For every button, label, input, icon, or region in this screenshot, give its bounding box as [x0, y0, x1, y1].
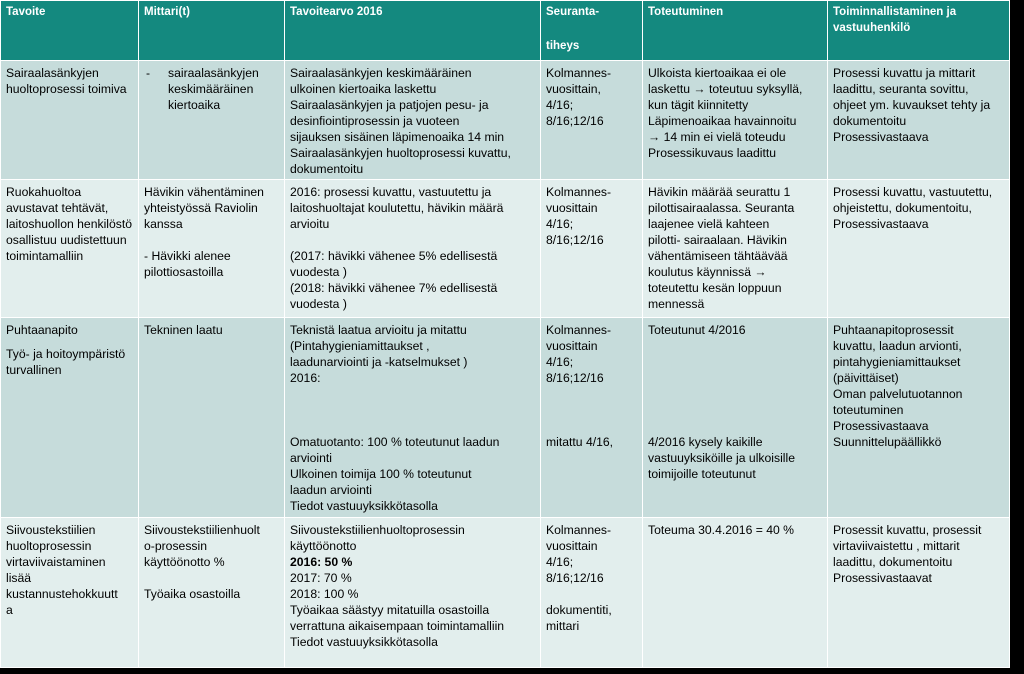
cell-mittari	[139, 61, 285, 180]
text-line: mitattu 4/16,	[546, 435, 614, 449]
text-line: Siivoustekstiilien	[6, 523, 96, 537]
text-line: vähentämiseen tähtäävää	[648, 249, 788, 263]
text-line: verrattuna aikaisempaan toimintamalliin	[290, 619, 505, 633]
cell-tavoite	[1, 180, 139, 318]
text-line: desinfiointiprosessin ja vuoteen	[290, 114, 460, 128]
text-line: dokumentoitu	[290, 162, 364, 176]
text-line: virtaviivaistaminen	[6, 555, 106, 569]
text-line: käyttöönotto	[290, 539, 357, 553]
header-seurantatiheys	[541, 1, 643, 61]
text-line: arvioitu	[290, 217, 330, 231]
cell-tavoitearvo	[285, 61, 541, 180]
text-line: vuosittain	[546, 539, 598, 553]
text-line: ulkoinen kiertoaika laskettu	[290, 82, 437, 96]
text-line: ohjeet ym. kuvaukset tehty ja	[833, 98, 991, 112]
text-line: 2017: 70 %	[290, 571, 352, 585]
text-line: laadittu, dokumentoitu	[833, 555, 953, 569]
text-line: kuvattu, laadun arvionti,	[833, 339, 962, 353]
text-line: mittari	[546, 619, 580, 633]
text-line: a	[6, 603, 13, 617]
text-line: pintahygieniamittaukset	[833, 355, 961, 369]
text-line: toteutuminen	[833, 403, 904, 417]
text-line: Prosessivastaava	[833, 217, 929, 231]
cell-text: Sairaalasänkyjen huoltoprosessi toimiva	[6, 66, 127, 96]
text-line: o-prosessin	[144, 539, 207, 553]
text-line: (päivittäiset)	[833, 371, 899, 385]
text-line: 8/16;12/16	[546, 114, 604, 128]
bullet-item: - sairaalasänkyjen keskimääräinen kiertoaika	[144, 65, 279, 113]
text-line: Tiedot vastuuyksikkötasolla	[290, 635, 438, 649]
text-line: mennessä	[648, 297, 705, 311]
header-tavoite: Tavoite	[1, 1, 139, 61]
cell-tavoitearvo	[285, 318, 541, 518]
text-line: laskettu → toteutuu syksyllä,	[648, 82, 803, 96]
text-line: ohjeistettu, dokumentoitu,	[833, 201, 972, 215]
table-row	[1, 518, 1010, 668]
text-line: Työaika osastoilla	[144, 587, 241, 601]
header-toteutuminen: Toteutuminen	[643, 1, 828, 61]
text-line: Siivoustekstiilienhuolt	[144, 523, 260, 537]
cell-toiminnallistaminen	[828, 180, 1010, 318]
text-line: vastuuyksiköille ja ulkoisille	[648, 451, 795, 465]
cell-toteutuminen	[643, 518, 828, 668]
text-line: laadittu, seuranta sovittu,	[833, 82, 969, 96]
text-line: Siivoustekstiilienhuoltoprosessin	[290, 523, 465, 537]
text-line: Ulkoista kiertoaikaa ei ole	[648, 66, 787, 80]
cell-toteutuminen	[643, 318, 828, 518]
text-line: Tiedot vastuuyksikkötasolla	[290, 499, 438, 513]
cell-tavoite	[1, 61, 139, 180]
text-line: kun tägit kiinnitetty	[648, 98, 749, 112]
text-line: pilotti- sairaalaan. Hävikin	[648, 233, 787, 247]
text-line: laajenee vielä kahteen	[648, 217, 770, 231]
cell-text: Hävikin vähentäminen yhteistyössä Raviolin kanssa	[144, 185, 264, 231]
header-mittari: Mittari(t)	[139, 1, 285, 61]
text-line: toteutettu kesän loppuun	[648, 281, 782, 295]
text-line: Läpimenoaikaa havainnoitu	[648, 114, 797, 128]
text-line: Työaikaa säästyy mitatuilla osastoilla	[290, 603, 490, 617]
text-line: Puhtaanapitoprosessit	[833, 323, 954, 337]
text-line: dokumentiti,	[546, 603, 612, 617]
text-line: 2018: 100 %	[290, 587, 359, 601]
cell-mittari	[139, 180, 285, 318]
text-line: vuodesta )	[290, 265, 347, 279]
text-line: kustannustehokkuutt	[6, 587, 118, 601]
text-line: vuosittain	[546, 339, 598, 353]
cell-tavoite	[1, 318, 139, 518]
cell-toiminnallistaminen	[828, 518, 1010, 668]
text-line: (Pintahygieniamittaukset ,	[290, 339, 430, 353]
cell-toiminnallistaminen	[828, 318, 1010, 518]
text-line: käyttöönotto %	[144, 555, 225, 569]
header-tavoitearvo: Tavoitearvo 2016	[285, 1, 541, 61]
cell-toteutuminen	[643, 61, 828, 180]
text-line: Omatuotanto: 100 % toteutunut laadun	[290, 435, 500, 449]
text-line: 4/16;	[546, 355, 574, 369]
cell-text: Ruokahuoltoa avustavat tehtävät, laitoshuollon henkilöstö osallistuu uudistettuun toimintamalliin	[6, 185, 133, 263]
cell-mittari	[139, 518, 285, 668]
text-line: Prosessivastaavat	[833, 571, 932, 585]
text-line: Sairaalasänkyjen ja patjojen pesu- ja	[290, 98, 489, 112]
text-line: Sairaalasänkyjen huoltoprosessi kuvattu,	[290, 146, 511, 160]
text-line: Prosessit kuvattu, prosessit	[833, 523, 982, 537]
text-line: koulutus käynnissä →	[648, 265, 767, 279]
text-line: vuosittain	[546, 201, 598, 215]
text-line: Prosessivastaava	[833, 130, 929, 144]
text-line: Prosessi kuvattu, vastuutettu,	[833, 185, 993, 199]
text-line: laitoshuoltajat koulutettu, hävikin määrä	[290, 201, 504, 215]
text-line: 2016: prosessi kuvattu, vastuutettu ja	[290, 185, 492, 199]
cell-tavoitearvo	[285, 180, 541, 318]
text-line: arviointi	[290, 451, 332, 465]
table-row	[1, 61, 1010, 180]
cell-seuranta	[541, 180, 643, 318]
cell-tavoite	[1, 518, 139, 668]
text-line: huoltoprosessin	[6, 539, 92, 553]
text-line: dokumentoitu	[833, 114, 907, 128]
header-toiminnallistaminen: Toiminnallistaminen ja vastuuhenkilö	[828, 1, 1010, 61]
text-line: virtaviivaistettu , mittarit	[833, 539, 960, 553]
text-line: (2018: hävikki vähenee 7% edellisestä	[290, 281, 498, 295]
cell-text: Työ- ja hoitoympäristö turvallinen	[6, 347, 126, 377]
text-line: toimijoille toteutunut	[648, 467, 756, 481]
text-line: 4/16;	[546, 98, 574, 112]
cell-mittari	[139, 318, 285, 518]
cell-tavoitearvo	[285, 518, 541, 668]
header-row	[1, 1, 1010, 61]
cell-text: Tekninen laatu	[144, 323, 223, 337]
table-row	[1, 180, 1010, 318]
text-line: Oman palvelutuotannon	[833, 387, 963, 401]
text-line: Kolmannes-	[546, 523, 612, 537]
text-line: Kolmannes-	[546, 323, 612, 337]
cell-toteutuminen	[643, 180, 828, 318]
text-line: Suunnittelupäällikkö	[833, 435, 942, 449]
text-line: laadunarviointi ja -katselmukset )	[290, 355, 468, 369]
cell-seuranta	[541, 318, 643, 518]
cell-toiminnallistaminen	[828, 61, 1010, 180]
text-line: Prosessikuvaus laadittu	[648, 146, 777, 160]
cell-text: Puhtaanapito	[6, 323, 78, 337]
header-seuranta-line1: Seuranta-	[546, 6, 600, 18]
text-line: Kolmannes-	[546, 185, 612, 199]
cell-seuranta	[541, 61, 643, 180]
text-line: Toteutunut 4/2016	[648, 323, 746, 337]
text-line: lisää	[6, 571, 32, 585]
text-line: Prosessi kuvattu ja mittarit	[833, 66, 976, 80]
text-line: 8/16;12/16	[546, 233, 604, 247]
text-line: sijauksen sisäinen läpimenoaika 14 min	[290, 130, 505, 144]
cell-seuranta	[541, 518, 643, 668]
header-seuranta-line2: tiheys	[546, 40, 580, 52]
text-line: → 14 min ei vielä toteudu	[648, 130, 786, 144]
text-line: Prosessivastaava	[833, 419, 929, 433]
text-line: pilottisairaalassa. Seuranta	[648, 201, 795, 215]
text-line: Hävikin määrää seurattu 1	[648, 185, 791, 199]
text-line: (2017: hävikki vähenee 5% edellisestä	[290, 249, 498, 263]
text-line: 8/16;12/16	[546, 371, 604, 385]
text-line: Kolmannes-	[546, 66, 612, 80]
text-line: 4/2016 kysely kaikille	[648, 435, 763, 449]
table-row	[1, 318, 1010, 518]
cell-text: - Hävikki alenee pilottiosastoilla	[144, 249, 231, 279]
text-line: Toteuma 30.4.2016 = 40 %	[648, 523, 795, 537]
text-line-bold: 2016: 50 %	[290, 555, 353, 569]
text-line: 4/16;	[546, 217, 574, 231]
text-line: Sairaalasänkyjen keskimääräinen	[290, 66, 472, 80]
text-line: laadun arviointi	[290, 483, 372, 497]
text-line: vuosittain,	[546, 82, 601, 96]
text-line: vuodesta )	[290, 297, 347, 311]
text-line: Teknistä laatua arvioitu ja mitattu	[290, 323, 467, 337]
text-line: 4/16;	[546, 555, 574, 569]
text-line: 2016:	[290, 371, 321, 385]
text-line: Ulkoinen toimija 100 % toteutunut	[290, 467, 472, 481]
text-line: 8/16;12/16	[546, 571, 604, 585]
